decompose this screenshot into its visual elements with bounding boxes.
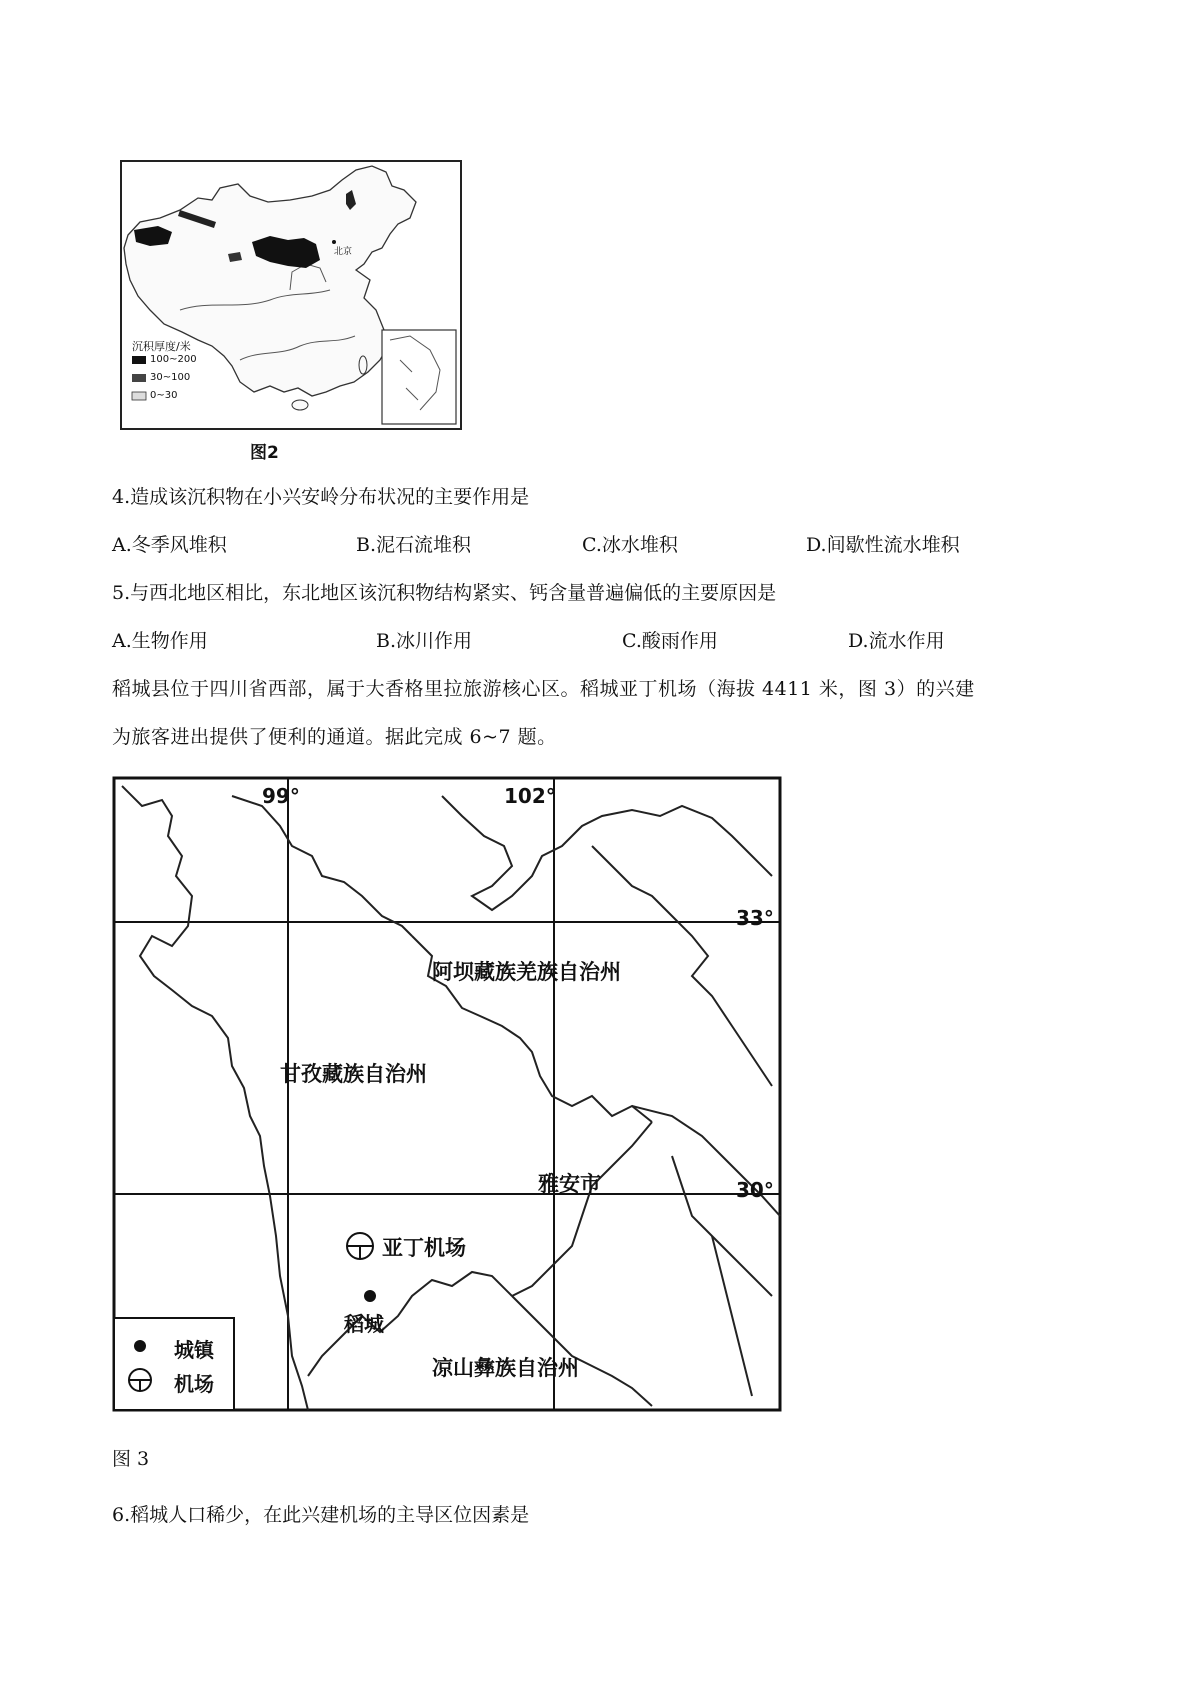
q5-option-a: A.生物作用 — [112, 630, 208, 652]
region-ganzi: 甘孜藏族自治州 — [280, 1062, 427, 1086]
town-dot-icon — [364, 1290, 376, 1302]
question-4-stem: 4.造成该沉积物在小兴安岭分布状况的主要作用是 — [112, 486, 530, 508]
q4-option-d: D.间歇性流水堆积 — [806, 534, 960, 556]
lat-label-33: 33° — [736, 906, 774, 930]
town-label: 稻城 — [344, 1312, 384, 1336]
figure-3 — [112, 776, 782, 1412]
legend-title: 沉积厚度/米 — [132, 340, 191, 353]
figure-2 — [120, 160, 462, 430]
passage-line-2: 为旅客进出提供了便利的通道。据此完成 6~7 题。 — [112, 726, 557, 748]
lon-label-99: 99° — [262, 784, 300, 808]
city-label-beijing: 北京 — [334, 247, 353, 257]
q4-option-c: C.冰水堆积 — [582, 534, 678, 556]
q5-option-c: C.酸雨作用 — [622, 630, 718, 652]
question-5-stem: 5.与西北地区相比，东北地区该沉积物结构紧实、钙含量普遍偏低的主要原因是 — [112, 582, 777, 604]
region-liangshan: 凉山彝族自治州 — [432, 1356, 579, 1380]
region-yaan: 雅安市 — [538, 1172, 601, 1196]
q5-option-b: B.冰川作用 — [376, 630, 473, 652]
figure-3-caption: 图 3 — [112, 1448, 150, 1470]
airport-icon — [347, 1233, 373, 1259]
airport-label: 亚丁机场 — [382, 1236, 466, 1260]
legend-item-2: 30~100 — [150, 372, 191, 383]
region-aba: 阿坝藏族羌族自治州 — [432, 960, 621, 984]
question-6-stem: 6.稻城人口稀少，在此兴建机场的主导区位因素是 — [112, 1504, 530, 1526]
legend-item-3: 0~30 — [150, 390, 178, 401]
lon-label-102: 102° — [504, 784, 556, 808]
sichuan-west-map — [112, 776, 782, 1412]
legend-airport-label: 机场 — [174, 1372, 214, 1396]
legend-town-label: 城镇 — [174, 1338, 214, 1362]
q5-option-d: D.流水作用 — [848, 630, 945, 652]
south-china-sea-inset — [382, 330, 456, 424]
figure-2-caption: 图2 — [250, 443, 279, 463]
q4-option-b: B.泥石流堆积 — [356, 534, 472, 556]
lat-label-30: 30° — [736, 1178, 774, 1202]
passage-line-1: 稻城县位于四川省西部，属于大香格里拉旅游核心区。稻城亚丁机场（海拔 4411 米，图 3）的兴建 — [112, 678, 975, 700]
legend-item-1: 100~200 — [150, 354, 197, 365]
q4-option-a: A.冬季风堆积 — [112, 534, 227, 556]
